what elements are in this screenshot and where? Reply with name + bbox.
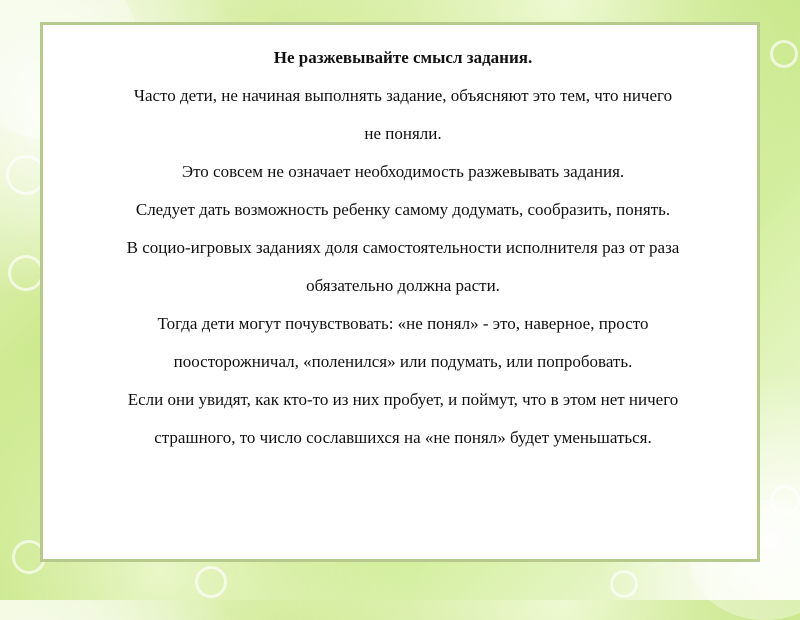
slide-title: Не разжевывайте смысл задания. <box>273 48 533 67</box>
decorative-circle-bottom-2 <box>610 570 638 598</box>
decorative-circle-left-2 <box>8 255 44 291</box>
text-line-10: страшного, то число сославшихся на «не понял» будет уменьшаться. <box>154 428 652 447</box>
text-line-8: поосторожничал, «поленился» или подумать, или попробовать. <box>173 352 633 371</box>
slide-text-block <box>43 25 763 457</box>
text-line-3: Это совсем не означает необходимость разжевывать задания. <box>181 162 625 181</box>
content-card <box>40 22 760 562</box>
decorative-circle-bottom-1 <box>195 566 227 598</box>
text-line-6: обязательно должна расти. <box>306 276 500 295</box>
text-line-9: Если они увидят, как кто-то из них пробует, и поймут, что в этом нет ничего <box>127 390 679 409</box>
text-line-7: Тогда дети могут почувствовать: «не понял» - это, наверное, просто <box>157 314 649 333</box>
text-line-4: Следует дать возможность ребенку самому додумать, сообразить, понять. <box>135 200 671 219</box>
text-line-1: Часто дети, не начиная выполнять задание, объясняют это тем, что ничего <box>133 86 673 105</box>
text-line-2: не поняли. <box>364 124 442 143</box>
decorative-circle-right-1 <box>770 40 798 68</box>
text-line-5: В социо-игровых заданиях доля самостоятельности исполнителя раз от раза <box>126 238 680 257</box>
